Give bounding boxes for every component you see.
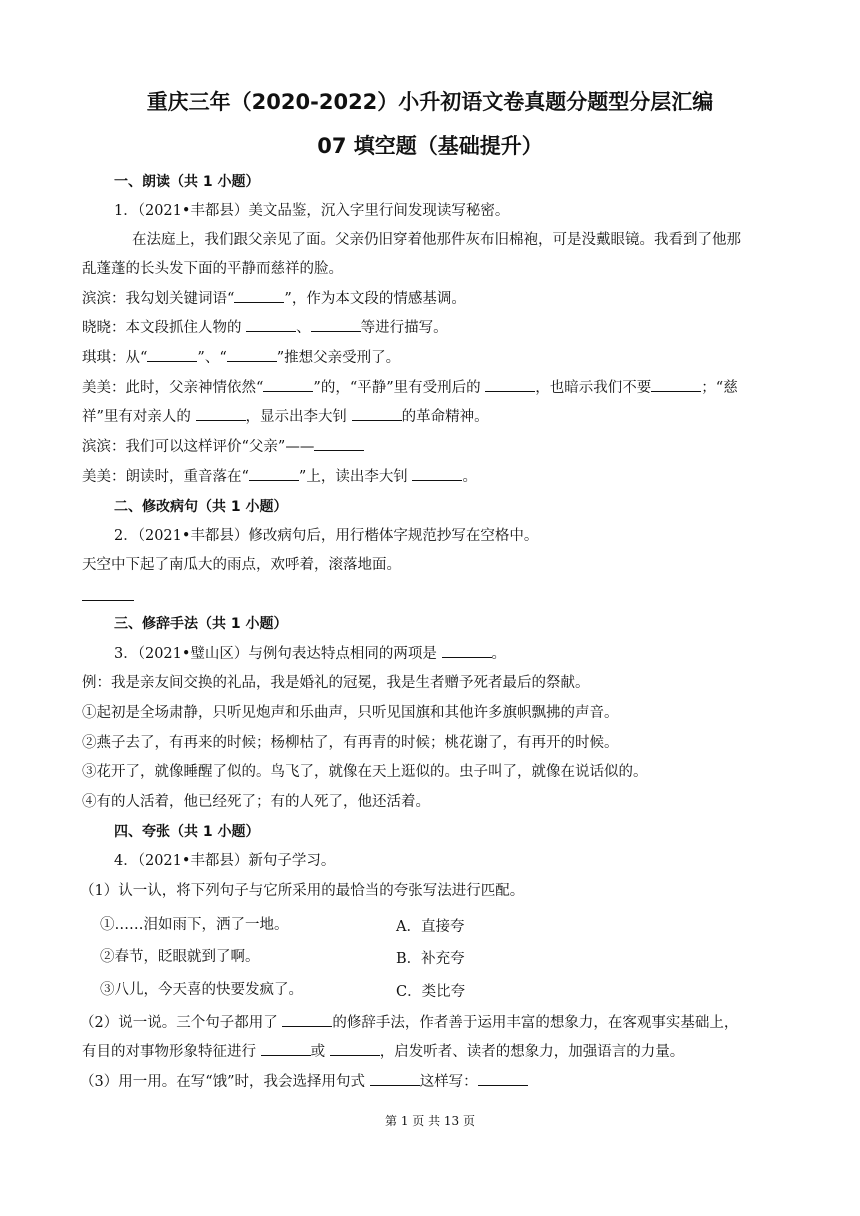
fill-blank[interactable] — [314, 437, 364, 451]
fill-blank[interactable] — [370, 1072, 420, 1086]
option-1: ①起初是全场肃静，只听见炮声和乐曲声，只听见国旗和其他许多旗帜飘拂的声音。 — [82, 705, 619, 721]
section-heading-1: 一、朗读（共 1 小题） — [114, 174, 260, 190]
question-2: 2．（2021•丰都县）修改病句后，用行楷体字规范抄写在空格中。 — [114, 528, 539, 544]
answer-line-xiaoxiao: 晓晓：本文段抓住人物的 、 等进行描写。 — [82, 320, 448, 336]
section-heading-3: 三、修辞手法（共 1 小题） — [114, 616, 288, 632]
answer-line-binbin-2: 滨滨：我们可以这样评价“父亲”—— — [82, 437, 782, 457]
passage-line-2: 乱蓬蓬的长头发下面的平静而慈祥的脸。 — [82, 261, 343, 277]
match-option-c: C．类比夸 — [396, 984, 466, 1000]
answer-line-meimei-1: 美美：此时，父亲神情依然“ ”的，“平静”里有受刑后的 ，也暗示我们不要 ；“慈 — [82, 380, 738, 396]
match-option-a: A．直接夸 — [396, 919, 465, 935]
match-sentence-3: ③八儿，今天喜的快要发疯了。 — [100, 982, 303, 998]
fill-blank[interactable] — [249, 467, 299, 481]
subquestion-2-line-1: （2）说一说。三个句子都用了 的修辞手法，作者善于运用丰富的想象力，在客观事实基础上， — [80, 1015, 739, 1031]
subquestion-3: （3）用一用。在写“饿”时，我会选择用句式 这样写： — [80, 1072, 780, 1092]
fill-blank[interactable] — [282, 1013, 332, 1027]
fill-blank[interactable] — [442, 644, 492, 658]
fill-blank[interactable] — [234, 289, 284, 303]
page-footer: 第 1 页 共 13 页 — [385, 1114, 475, 1128]
answer-blank-line[interactable] — [82, 600, 134, 601]
sick-sentence: 天空中下起了南瓜大的雨点，欢呼着，滚落地面。 — [82, 557, 401, 573]
fill-blank[interactable] — [196, 407, 246, 421]
option-2: ②燕子去了，有再来的时候；杨柳枯了，有再青的时候；桃花谢了，有再开的时候。 — [82, 735, 619, 751]
fill-blank[interactable] — [263, 378, 313, 392]
answer-line-meimei-2: 祥”里有对亲人的 ，显示出李大钊 的革命精神。 — [82, 409, 489, 425]
example-sentence: 例：我是亲友间交换的礼品，我是婚礼的冠冕，我是生者赠予死者最后的祭献。 — [82, 675, 590, 691]
doc-title: 重庆三年（2020-2022）小升初语文卷真题分题型分层汇编 — [146, 90, 714, 114]
fill-blank[interactable] — [227, 348, 277, 362]
option-4: ④有的人活着，他已经死了；有的人死了，他还活着。 — [82, 794, 430, 810]
match-sentence-1: ①……泪如雨下，洒了一地。 — [100, 917, 289, 933]
option-3: ③花开了，就像睡醒了似的。鸟飞了，就像在天上逛似的。虫子叫了，就像在说话似的。 — [82, 764, 648, 780]
match-sentence-2: ②春节，眨眼就到了啊。 — [100, 949, 260, 965]
fill-blank[interactable] — [311, 318, 361, 332]
subquestion-2-line-2: 有目的对事物形象特征进行 或 ，启发听者、读者的想象力，加强语言的力量。 — [82, 1044, 685, 1060]
subquestion-1: （1）认一认，将下列句子与它所采用的最恰当的夸张写法进行匹配。 — [80, 883, 525, 899]
fill-blank[interactable] — [246, 318, 296, 332]
doc-subtitle: 07 填空题（基础提升） — [317, 134, 543, 158]
answer-line-meimei-3: 美美：朗读时，重音落在“ ”上，读出李大钊 。 — [82, 469, 477, 485]
fill-blank[interactable] — [352, 407, 402, 421]
fill-blank[interactable] — [478, 1072, 528, 1086]
answer-line-qiqi: 琪琪：从“ ”、“ ”推想父亲受刑了。 — [82, 350, 401, 366]
fill-blank[interactable] — [485, 378, 535, 392]
match-option-b: B．补充夸 — [396, 951, 465, 967]
answer-line-binbin-1: 滨滨：我勾划关键词语“ ”，作为本文段的情感基调。 — [82, 291, 466, 307]
question-1: 1．（2021•丰都县）美文品鉴，沉入字里行间发现读写秘密。 — [114, 203, 510, 219]
question-3: 3．（2021•璧山区）与例句表达特点相同的两项是 。 — [114, 646, 507, 662]
fill-blank[interactable] — [330, 1042, 380, 1056]
fill-blank[interactable] — [651, 378, 701, 392]
fill-blank[interactable] — [261, 1042, 311, 1056]
section-heading-4: 四、夸张（共 1 小题） — [114, 824, 260, 840]
fill-blank[interactable] — [147, 348, 197, 362]
question-4: 4．（2021•丰都县）新句子学习。 — [114, 853, 336, 869]
section-heading-2: 二、修改病句（共 1 小题） — [114, 499, 288, 515]
passage-line-1: 在法庭上，我们跟父亲见了面。父亲仍旧穿着他那件灰布旧棉袍，可是没戴眼镜。我看到了他那 — [132, 232, 741, 248]
fill-blank[interactable] — [412, 467, 462, 481]
